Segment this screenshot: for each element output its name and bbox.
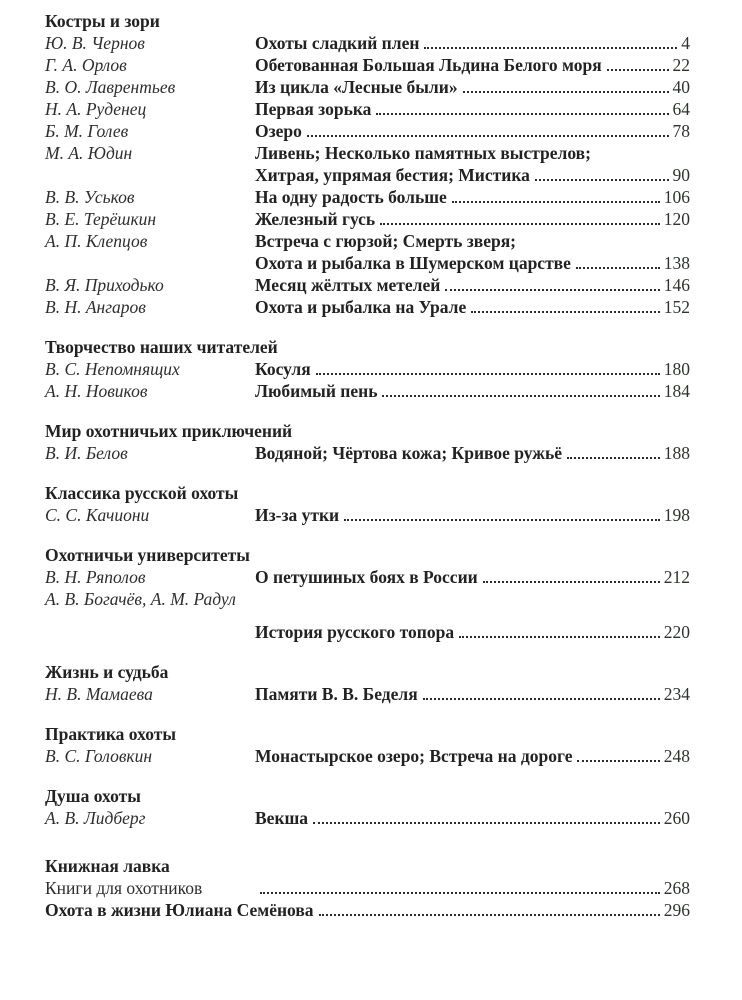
dot-leader — [576, 267, 660, 269]
author-name: В. С. Непомнящих — [45, 359, 180, 379]
section-heading: Жизнь и судьба — [45, 662, 169, 682]
entry-title: Озеро — [255, 121, 302, 141]
entry-title: Охота в жизни Юлиана Семёнова — [45, 900, 314, 920]
page-number: 22 — [672, 55, 690, 75]
author-name: Б. М. Голев — [45, 121, 129, 141]
dot-leader — [607, 69, 669, 71]
dot-leader — [452, 201, 660, 203]
toc-entry-line — [45, 358, 690, 380]
toc-entry-line — [45, 807, 690, 829]
toc-entry-line — [45, 120, 690, 142]
page-number: 184 — [663, 381, 690, 401]
entry-title: Охота и рыбалка в Шумерском царстве — [255, 253, 571, 273]
author-name: В. В. Уськов — [45, 187, 135, 207]
author-name: Ю. В. Чернов — [45, 33, 145, 53]
dot-leader — [260, 892, 660, 894]
entry-title: Ливень; Несколько памятных выстрелов; — [255, 143, 591, 163]
section-heading: Творчество наших читателей — [45, 337, 278, 357]
author-name: Г. А. Орлов — [45, 55, 127, 75]
dot-leader — [577, 760, 659, 762]
dot-leader — [463, 91, 669, 93]
toc-section — [45, 855, 690, 921]
page-number: 268 — [663, 878, 690, 898]
entry-title: Векша — [255, 808, 309, 828]
author-name: В. Н. Ряполов — [45, 567, 146, 587]
dot-leader — [445, 289, 659, 291]
toc-entry-line — [45, 142, 690, 164]
page-number: 188 — [663, 443, 690, 463]
entry-title: Любимый пень — [255, 381, 378, 401]
page-number: 64 — [672, 99, 690, 119]
toc-section — [45, 723, 690, 767]
author-name: А. П. Клепцов — [45, 231, 148, 251]
toc-entry-line — [45, 54, 690, 76]
toc-section — [45, 785, 690, 829]
author-name: М. А. Юдин — [45, 143, 133, 163]
entry-title: Из-за утки — [255, 505, 340, 525]
toc-section — [45, 10, 690, 318]
author-name: Книги для охотников — [45, 878, 203, 898]
page-number: 248 — [663, 746, 690, 766]
page-number: 40 — [672, 77, 690, 97]
toc — [45, 10, 690, 921]
toc-entry-line — [45, 745, 690, 767]
dot-leader — [307, 135, 669, 137]
section-heading: Костры и зори — [45, 11, 160, 31]
toc-entry-line — [45, 380, 690, 402]
dot-leader — [535, 179, 669, 181]
toc-entry-line — [45, 566, 690, 588]
section-heading: Душа охоты — [45, 786, 141, 806]
entry-title: Из цикла «Лесные были» — [255, 77, 458, 97]
entry-title: Охоты сладкий плен — [255, 33, 420, 53]
page-number: 152 — [663, 297, 690, 317]
author-name: С. С. Качиони — [45, 505, 150, 525]
dot-leader — [382, 395, 659, 397]
section-heading: Мир охотничьих приключений — [45, 421, 293, 441]
toc-entry-line — [45, 230, 690, 252]
entry-title: Встреча с гюрзой; Смерть зверя; — [255, 231, 517, 251]
entry-title: Охота и рыбалка на Урале — [255, 297, 467, 317]
toc-entry-line — [45, 877, 690, 899]
author-name: А. В. Лидберг — [45, 808, 146, 828]
page-number: 90 — [672, 165, 690, 185]
page-number: 138 — [663, 253, 690, 273]
toc-entry-line — [45, 32, 690, 54]
section-heading: Книжная лавка — [45, 856, 170, 876]
dot-leader — [567, 457, 660, 459]
author-name: Н. А. Руденец — [45, 99, 147, 119]
entry-title: О петушиных боях в России — [255, 567, 478, 587]
toc-entry-line — [45, 296, 690, 318]
author-name: В. Н. Ангаров — [45, 297, 146, 317]
dot-leader — [344, 519, 660, 521]
dot-leader — [423, 698, 660, 700]
page-number: 220 — [663, 622, 690, 642]
page-number: 78 — [672, 121, 690, 141]
toc-entry-line — [45, 186, 690, 208]
page-number: 212 — [663, 567, 690, 587]
dot-leader — [471, 311, 659, 313]
entry-title: Косуля — [255, 359, 311, 379]
author-name: А. В. Богачёв, А. М. Радул — [45, 589, 236, 609]
dot-leader — [380, 223, 660, 225]
toc-entry-line — [45, 683, 690, 705]
toc-entry-line — [45, 621, 690, 643]
page-number: 234 — [663, 684, 690, 704]
section-heading: Практика охоты — [45, 724, 176, 744]
author-name: В. И. Белов — [45, 443, 128, 463]
dot-leader — [483, 581, 660, 583]
author-name: В. О. Лаврентьев — [45, 77, 176, 97]
author-name: А. Н. Новиков — [45, 381, 148, 401]
dot-leader — [316, 373, 660, 375]
page-number: 180 — [663, 359, 690, 379]
dot-leader — [459, 636, 660, 638]
page-number: 120 — [663, 209, 690, 229]
author-name: В. С. Головкин — [45, 746, 153, 766]
page-number: 146 — [663, 275, 690, 295]
author-name: Н. В. Мамаева — [45, 684, 153, 704]
entry-title: Памяти В. В. Беделя — [255, 684, 418, 704]
toc-entry-line — [45, 164, 690, 186]
toc-entry-line — [45, 98, 690, 120]
page-number: 198 — [663, 505, 690, 525]
toc-section — [45, 482, 690, 526]
page-number: 106 — [663, 187, 690, 207]
dot-leader — [424, 47, 677, 49]
toc-entry-line — [45, 588, 690, 610]
toc-entry-line — [45, 76, 690, 98]
entry-title: Железный гусь — [255, 209, 376, 229]
entry-title: Водяной; Чёртова кожа; Кривое ружьё — [255, 443, 562, 463]
toc-entry-line — [45, 208, 690, 230]
page-number: 4 — [681, 33, 690, 53]
entry-title: Месяц жёлтых метелей — [255, 275, 441, 295]
dot-leader — [319, 914, 660, 916]
toc-entry-line — [45, 504, 690, 526]
section-heading: Охотничьи университеты — [45, 545, 250, 565]
entry-title: На одну радость больше — [255, 187, 447, 207]
dot-leader — [313, 822, 660, 824]
page-number: 260 — [663, 808, 690, 828]
entry-title: Первая зорька — [255, 99, 372, 119]
entry-title: Монастырское озеро; Встреча на дороге — [255, 746, 573, 766]
toc-entry-line — [45, 274, 690, 296]
toc-entry-line — [45, 899, 690, 921]
author-name: В. Е. Терёшкин — [45, 209, 157, 229]
author-name: В. Я. Приходько — [45, 275, 164, 295]
toc-section — [45, 420, 690, 464]
entry-title: История русского топора — [255, 622, 455, 642]
page-number: 296 — [663, 900, 690, 920]
entry-title: Хитрая, упрямая бестия; Мистика — [255, 165, 530, 185]
toc-section — [45, 544, 690, 643]
toc-section — [45, 661, 690, 705]
dot-leader — [376, 113, 668, 115]
toc-entry-line — [45, 252, 690, 274]
section-heading: Классика русской охоты — [45, 483, 239, 503]
entry-title: Обетованная Большая Льдина Белого моря — [255, 55, 602, 75]
toc-entry-line — [45, 442, 690, 464]
toc-section — [45, 336, 690, 402]
